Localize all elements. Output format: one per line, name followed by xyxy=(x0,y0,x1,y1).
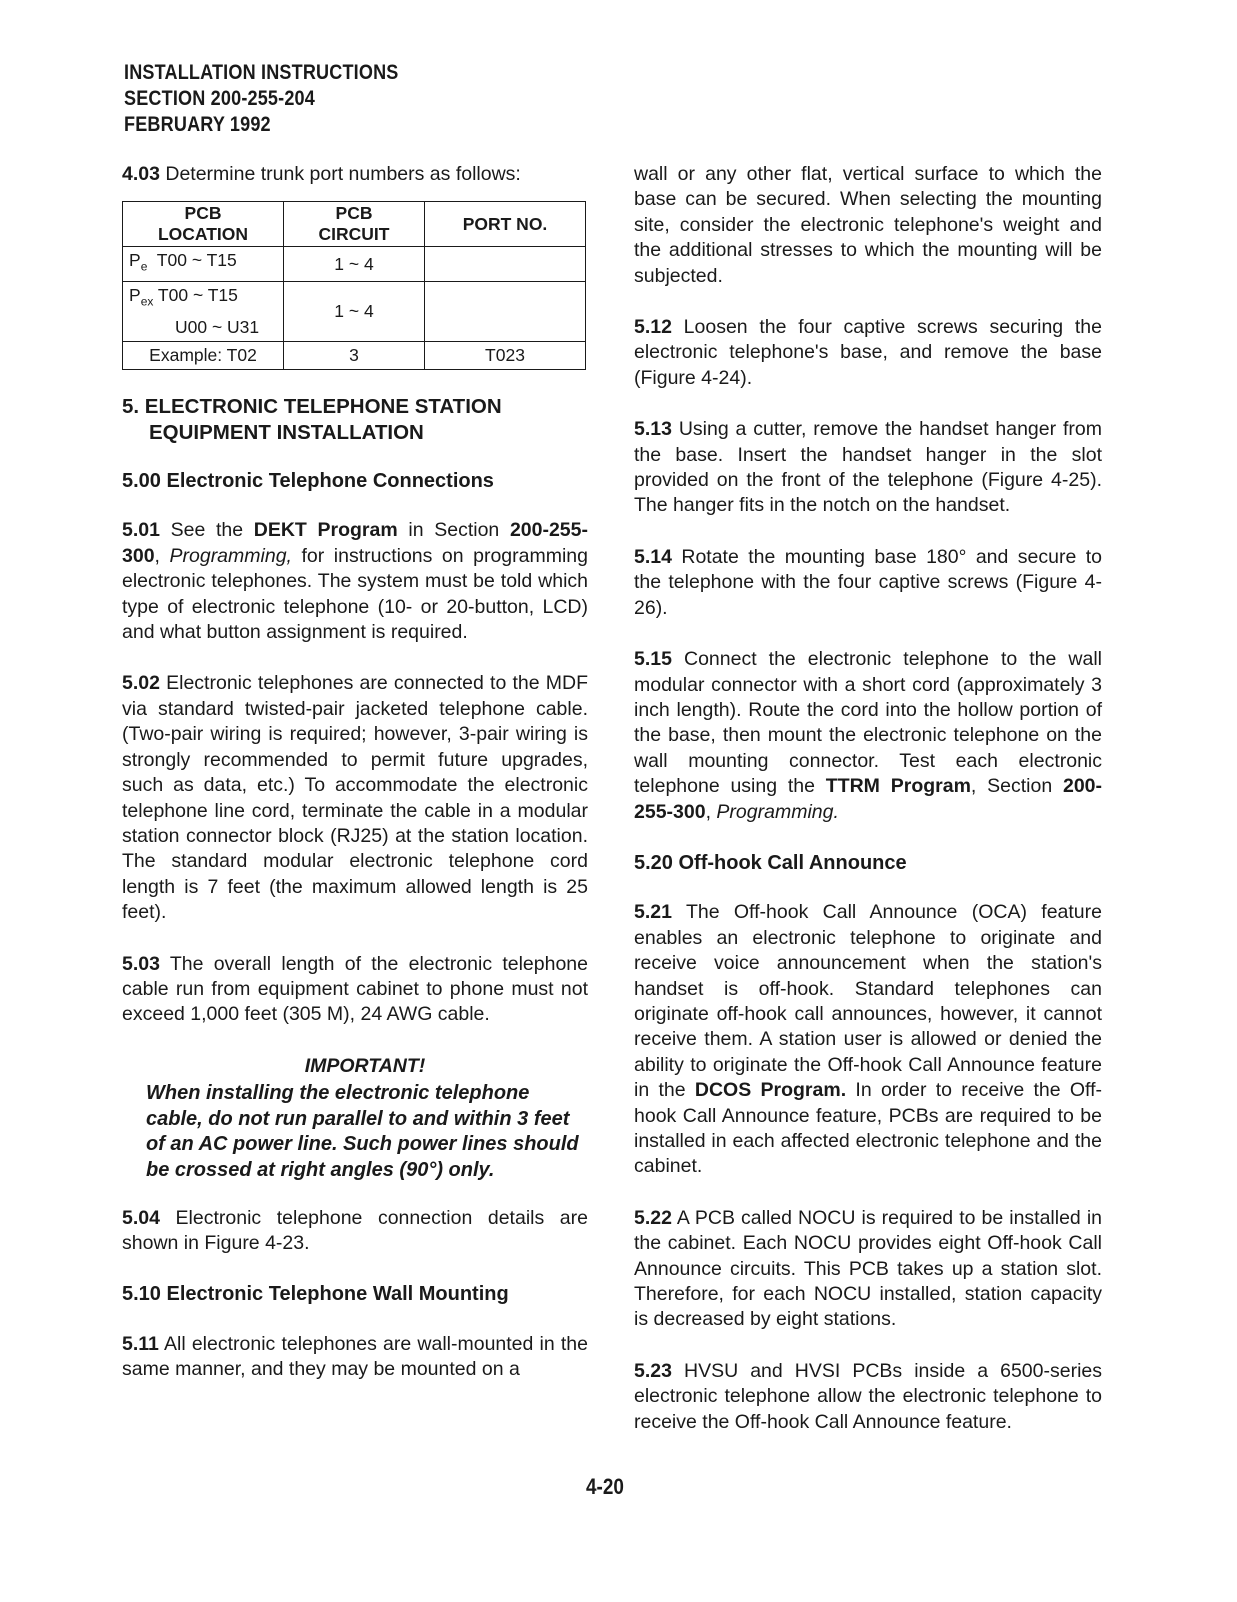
paragraph-5-23: 5.23 HVSU and HVSI PCBs inside a 6500-series electronic telephone allow the electronic telephone to receive the Off-hook Call Announce feature. xyxy=(634,1359,1102,1433)
table-cell-location: $P_{ex}$ T00 ~ T15 U00 ~ U31 xyxy=(123,282,284,342)
paragraph-5-11-continued: wall or any other flat, vertical surface to which the base can be secured. When selecting the mounting site, consider the electronic telephone's weight and the additional stresses to which the mounting will be subjected. xyxy=(634,163,1102,287)
table-cell-circuit: 1 ~ 4 xyxy=(284,282,425,342)
table-cell-location: Example: T02 xyxy=(123,341,284,369)
table-row xyxy=(123,282,586,342)
left-column xyxy=(122,162,588,1383)
table-cell-circuit: 1 ~ 4 xyxy=(284,247,425,282)
paragraph-5-02: 5.02 Electronic telephones are connected to the MDF via standard twisted-pair jacketed telephone cable. (Two-pair wiring is required; however, 3-pair wiring is strongly recommended to permit future upgrades, such as data, etc.) To accommodate the electronic telephone line cord, terminate the cable in a modular station connector block (RJ25) at the station location. The standard modular electronic telephone cord length is 7 feet (the maximum allowed length is 25 feet). xyxy=(122,672,588,924)
para-number: 4.03 xyxy=(122,163,160,185)
table-cell-port xyxy=(425,247,586,282)
paragraph-5-01: 5.01 See the DEKT Program in Section 200-255-300, Programming, for instructions on programming electronic telephones. The system must be told which type of electronic telephone (10- or 20-button, LCD) and what button assignment is required. xyxy=(122,519,588,644)
paragraph-5-11: 5.11 All electronic telephones are wall-mounted in the same manner, and they may be mounted on a xyxy=(122,1332,588,1381)
subsection-heading-5-10: 5.10 Electronic Telephone Wall Mounting xyxy=(122,1283,509,1306)
paragraph-5-13: 5.13 Using a cutter, remove the handset hanger from the base. Insert the handset hanger in the slot provided on the front of the telephone (Figure 4-25). The hanger fits in the notch on the handset. xyxy=(634,418,1102,517)
paragraph-5-15: 5.15 Connect the electronic telephone to the wall modular connector with a short cord (approximately 3 inch length). Route the cord into the hollow portion of the base, then mount the electronic telephone on the wall mounting connector. Test each electronic telephone using the TTRM Program, Section 200-255-300, Programming. xyxy=(634,648,1102,823)
important-body: When installing the electronic telephone cable, do not run parallel to and within 3 feet of an AC power line. Such power lines should be crossed at right angles (90°) only. xyxy=(146,1082,579,1181)
subsection-heading-5-00: 5.00 Electronic Telephone Connections xyxy=(122,470,494,493)
important-notice xyxy=(122,1054,588,1184)
table-row xyxy=(123,341,586,369)
table-cell-port xyxy=(425,282,586,342)
table-row xyxy=(123,247,586,282)
table-cell-circuit: 3 xyxy=(284,341,425,369)
header-date: FEBRUARY 1992 xyxy=(124,113,271,136)
right-column xyxy=(634,162,1102,1435)
table-cell-location: $P_e$ T00 ~ T15 xyxy=(123,247,284,282)
table-header-pcb-location: PCB LOCATION xyxy=(123,202,284,247)
document-header xyxy=(124,60,399,138)
header-title: INSTALLATION INSTRUCTIONS xyxy=(124,61,399,84)
paragraph-5-12: 5.12 Loosen the four captive screws securing the electronic telephone's base, and remove the base (Figure 4-24). xyxy=(634,316,1102,389)
header-section: SECTION 200-255-204 xyxy=(124,87,315,110)
paragraph-5-04: 5.04 Electronic telephone connection details are shown in Figure 4-23. xyxy=(122,1206,588,1254)
section-heading-5: 5. ELECTRONIC TELEPHONE STATION EQUIPMENT INSTALLATION xyxy=(122,395,502,444)
table-header-row xyxy=(123,202,586,247)
paragraph-5-21: 5.21 The Off-hook Call Announce (OCA) feature enables an electronic telephone to originate and receive voice announcement when the station's handset is off-hook. Standard telephones can originate off-hook call announces, however, it cannot receive them. A station user is allowed or denied the ability to originate the Off-hook Call Announce feature in the DCOS Program. In order to receive the Off-hook Call Announce feature, PCBs are required to be installed in each affected electronic telephone and the cabinet. xyxy=(634,901,1102,1178)
paragraph-5-14: 5.14 Rotate the mounting base 180° and secure to the telephone with the four captive screws (Figure 4-26). xyxy=(634,545,1102,619)
table-cell-port: T023 xyxy=(425,341,586,369)
important-title: IMPORTANT! xyxy=(304,1054,426,1077)
paragraph-5-03: 5.03 The overall length of the electronic telephone cable run from equipment cabinet to phone must not exceed 1,000 feet (305 M), 24 AWG cable. xyxy=(122,952,588,1026)
table-header-pcb-circuit: PCB CIRCUIT xyxy=(284,202,425,247)
table-header-port-no: PORT NO. xyxy=(425,202,586,247)
paragraph-4-03: 4.03 Determine trunk port numbers as follows: xyxy=(122,163,521,185)
paragraph-5-22: 5.22 A PCB called NOCU is required to be installed in the cabinet. Each NOCU provides eight Off-hook Call Announce circuits. This PCB takes up a station slot. Therefore, for each NOCU installed, station capacity is decreased by eight stations. xyxy=(634,1206,1102,1331)
subsection-heading-5-20: 5.20 Off-hook Call Announce xyxy=(634,851,907,874)
trunk-port-table xyxy=(122,201,586,370)
page-number: 4-20 xyxy=(586,1474,624,1499)
